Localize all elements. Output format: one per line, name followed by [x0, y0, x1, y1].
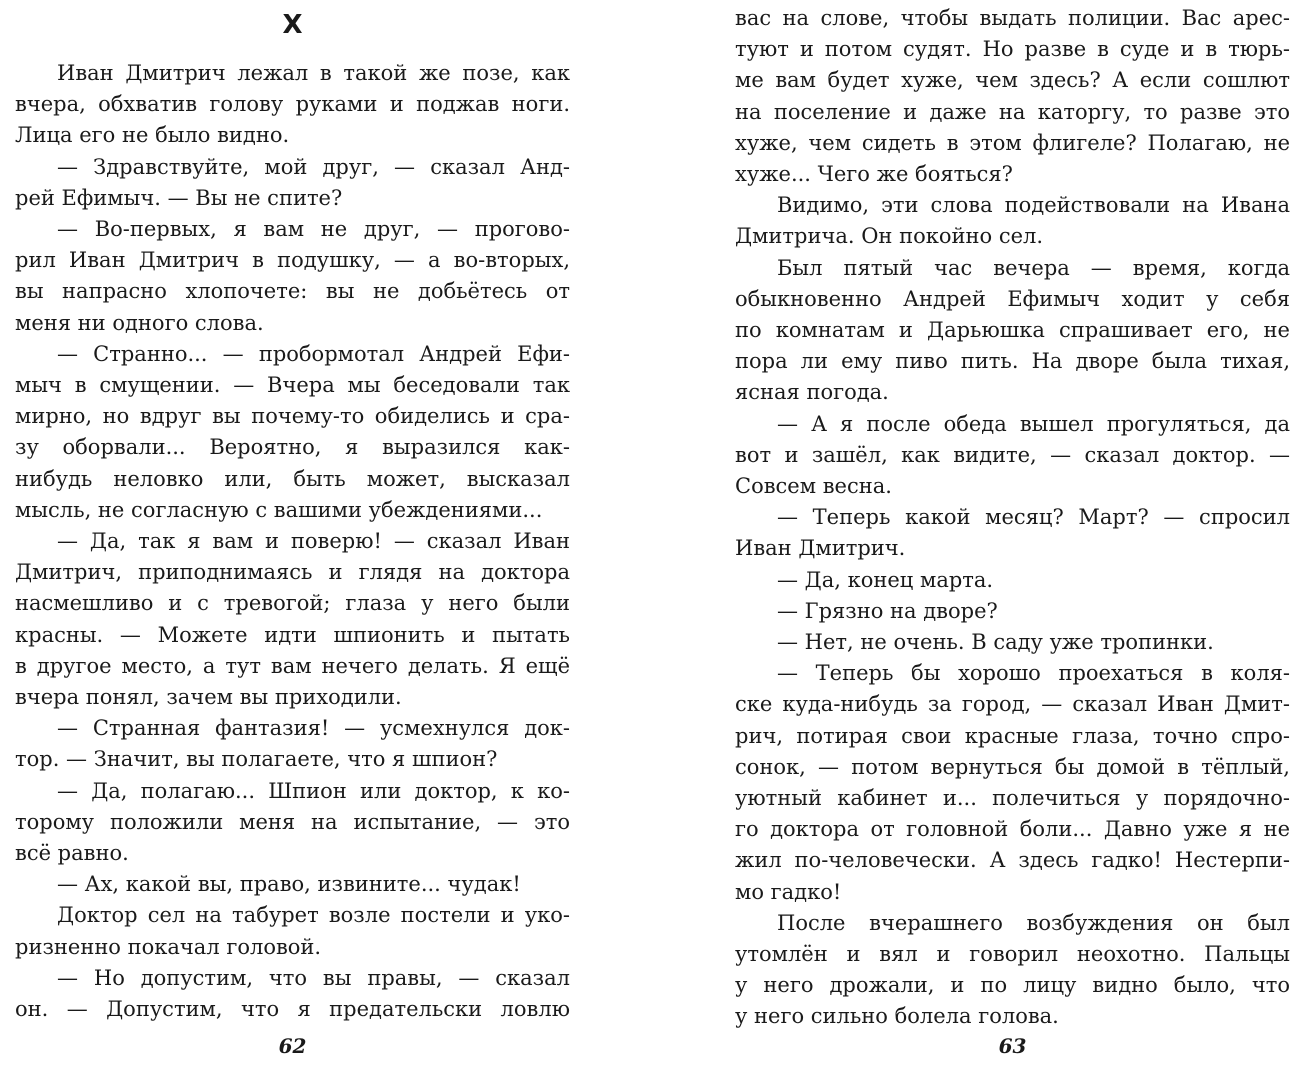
- text-line: хуже, чем сидеть в этом флигеле? Полагаю, не: [735, 130, 1290, 155]
- text-line: — Но допустим, что вы правы, — сказал: [57, 965, 570, 990]
- text-line: вы напрасно хлопочете: вы не добьётесь от: [15, 279, 570, 304]
- text-line: нибудь неловко или, быть может, высказал: [15, 466, 570, 491]
- page-number-right: 63: [998, 1034, 1027, 1058]
- text-line: Был пятый час вечера — время, когда: [777, 255, 1290, 280]
- text-line: насмешливо и с тревогой; глаза у него были: [15, 591, 570, 616]
- text-line: — Здравствуйте, мой друг, — сказал Анд-: [57, 154, 570, 179]
- text-line: — Да, конец марта.: [777, 567, 994, 592]
- text-line: го доктора от головной боли... Давно уже я не: [735, 817, 1290, 842]
- text-line: рич, потирая свои красные глаза, точно спро-: [735, 723, 1290, 748]
- text-line: у него сильно болела голова.: [735, 1004, 1059, 1029]
- text-line: Дмитрича. Он покойно сел.: [735, 224, 1044, 249]
- page-number-left: 62: [278, 1034, 307, 1058]
- text-line: мысль, не согласную с вашими убеждениями...: [15, 497, 543, 522]
- text-line: — Теперь какой месяц? Март? — спросил: [777, 505, 1290, 530]
- text-line: ме вам будет хуже, чем здесь? А если сошлют: [735, 68, 1290, 93]
- text-line: всё равно.: [15, 841, 129, 865]
- text-line: — Странная фантазия! — усмехнулся док-: [57, 716, 570, 741]
- text-line: — Во-первых, я вам не друг, — прогово-: [57, 217, 570, 241]
- text-line: зу оборвали... Вероятно, я выразился как-: [15, 435, 570, 460]
- text-line: Иван Дмитрич лежал в такой же позе, как: [57, 61, 570, 85]
- text-line: ризненно покачал головой.: [15, 934, 322, 959]
- text-line: ске куда-нибудь за город, — сказал Иван Дмит-: [735, 692, 1290, 717]
- text-line: — А я после обеда вышел прогуляться, да: [777, 411, 1290, 436]
- text-line: рил Иван Дмитрич в подушку, — а во-вторых,: [15, 248, 570, 273]
- text-line: меня ни одного слова.: [15, 310, 264, 335]
- text-line: мыч в смущении. — Вчера мы беседовали так: [15, 373, 570, 397]
- text-line: по комнатам и Дарьюшка спрашивает его, не: [735, 318, 1290, 342]
- text-line: — Грязно на дворе?: [777, 598, 998, 623]
- text-line: на поселение и даже на каторгу, то разве это: [735, 99, 1290, 124]
- text-line: мирно, но вдруг вы почему-то обиделись и сра-: [15, 404, 570, 429]
- text-line: — Да, полагаю... Шпион или доктор, к ко-: [57, 778, 570, 803]
- text-line: Совсем весна.: [735, 474, 892, 498]
- text-line: ясная погода.: [735, 380, 889, 405]
- text-line: Видимо, эти слова подействовали на Ивана: [777, 193, 1290, 218]
- text-line: красны. — Можете идти шпионить и пытать: [15, 622, 570, 647]
- text-line: вот и зашёл, как видите, — сказал доктор. —: [735, 442, 1290, 467]
- text-line: он. — Допустим, что я предательски ловлю: [15, 997, 570, 1021]
- text-line: Доктор сел на табурет возле постели и уко-: [57, 903, 570, 928]
- text-line: Лица его не было видно.: [15, 123, 290, 148]
- text-line: сонок, — потом вернуться бы домой в тёплый,: [735, 754, 1290, 779]
- text-line: — Странно... — пробормотал Андрей Ефи-: [57, 341, 570, 366]
- chapter-heading: X: [282, 10, 303, 40]
- text-line: хуже... Чего же бояться?: [735, 162, 1013, 186]
- text-line: тор. — Значит, вы полагаете, что я шпион?: [15, 747, 498, 772]
- text-line: вчера понял, зачем вы приходили.: [15, 685, 402, 709]
- text-line: пора ли ему пиво пить. На дворе была тихая,: [735, 349, 1290, 374]
- text-line: обыкновенно Андрей Ефимыч ходит у себя: [735, 286, 1290, 311]
- left-page: [15, 0, 570, 1068]
- text-line: уютный кабинет и... полечиться у порядочно-: [735, 786, 1290, 810]
- text-line: в другое место, а тут вам нечего делать. Я ещё: [15, 653, 570, 678]
- text-line: туют и потом судят. Но разве в суде и в тюрь-: [735, 37, 1290, 62]
- text-line: Дмитрич, приподнимаясь и глядя на доктора: [15, 560, 570, 585]
- text-line: рей Ефимыч. — Вы не спите?: [15, 185, 343, 210]
- right-page: [735, 0, 1290, 1068]
- text-line: мо гадко!: [735, 879, 842, 904]
- text-line: вчера, обхватив голову руками и поджав ноги.: [15, 92, 570, 117]
- text-line: Иван Дмитрич.: [735, 536, 906, 561]
- text-line: После вчерашнего возбуждения он был: [777, 910, 1290, 935]
- text-line: — Теперь бы хорошо проехаться в коля-: [777, 661, 1290, 686]
- text-line: у него дрожали, и по лицу видно было, что: [735, 973, 1290, 998]
- text-line: жил по-человечески. А здесь гадко! Нестерпи-: [735, 848, 1290, 873]
- text-line: — Ах, какой вы, право, извините... чудак!: [57, 872, 521, 897]
- text-line: вас на слове, чтобы выдать полиции. Вас арес-: [735, 6, 1290, 30]
- text-line: — Нет, не очень. В саду уже тропинки.: [777, 630, 1214, 654]
- text-line: утомлён и вял и говорил неохотно. Пальцы: [735, 942, 1290, 966]
- text-line: — Да, так я вам и поверю! — сказал Иван: [57, 529, 570, 553]
- text-line: торому положили меня на испытание, — это: [15, 809, 570, 834]
